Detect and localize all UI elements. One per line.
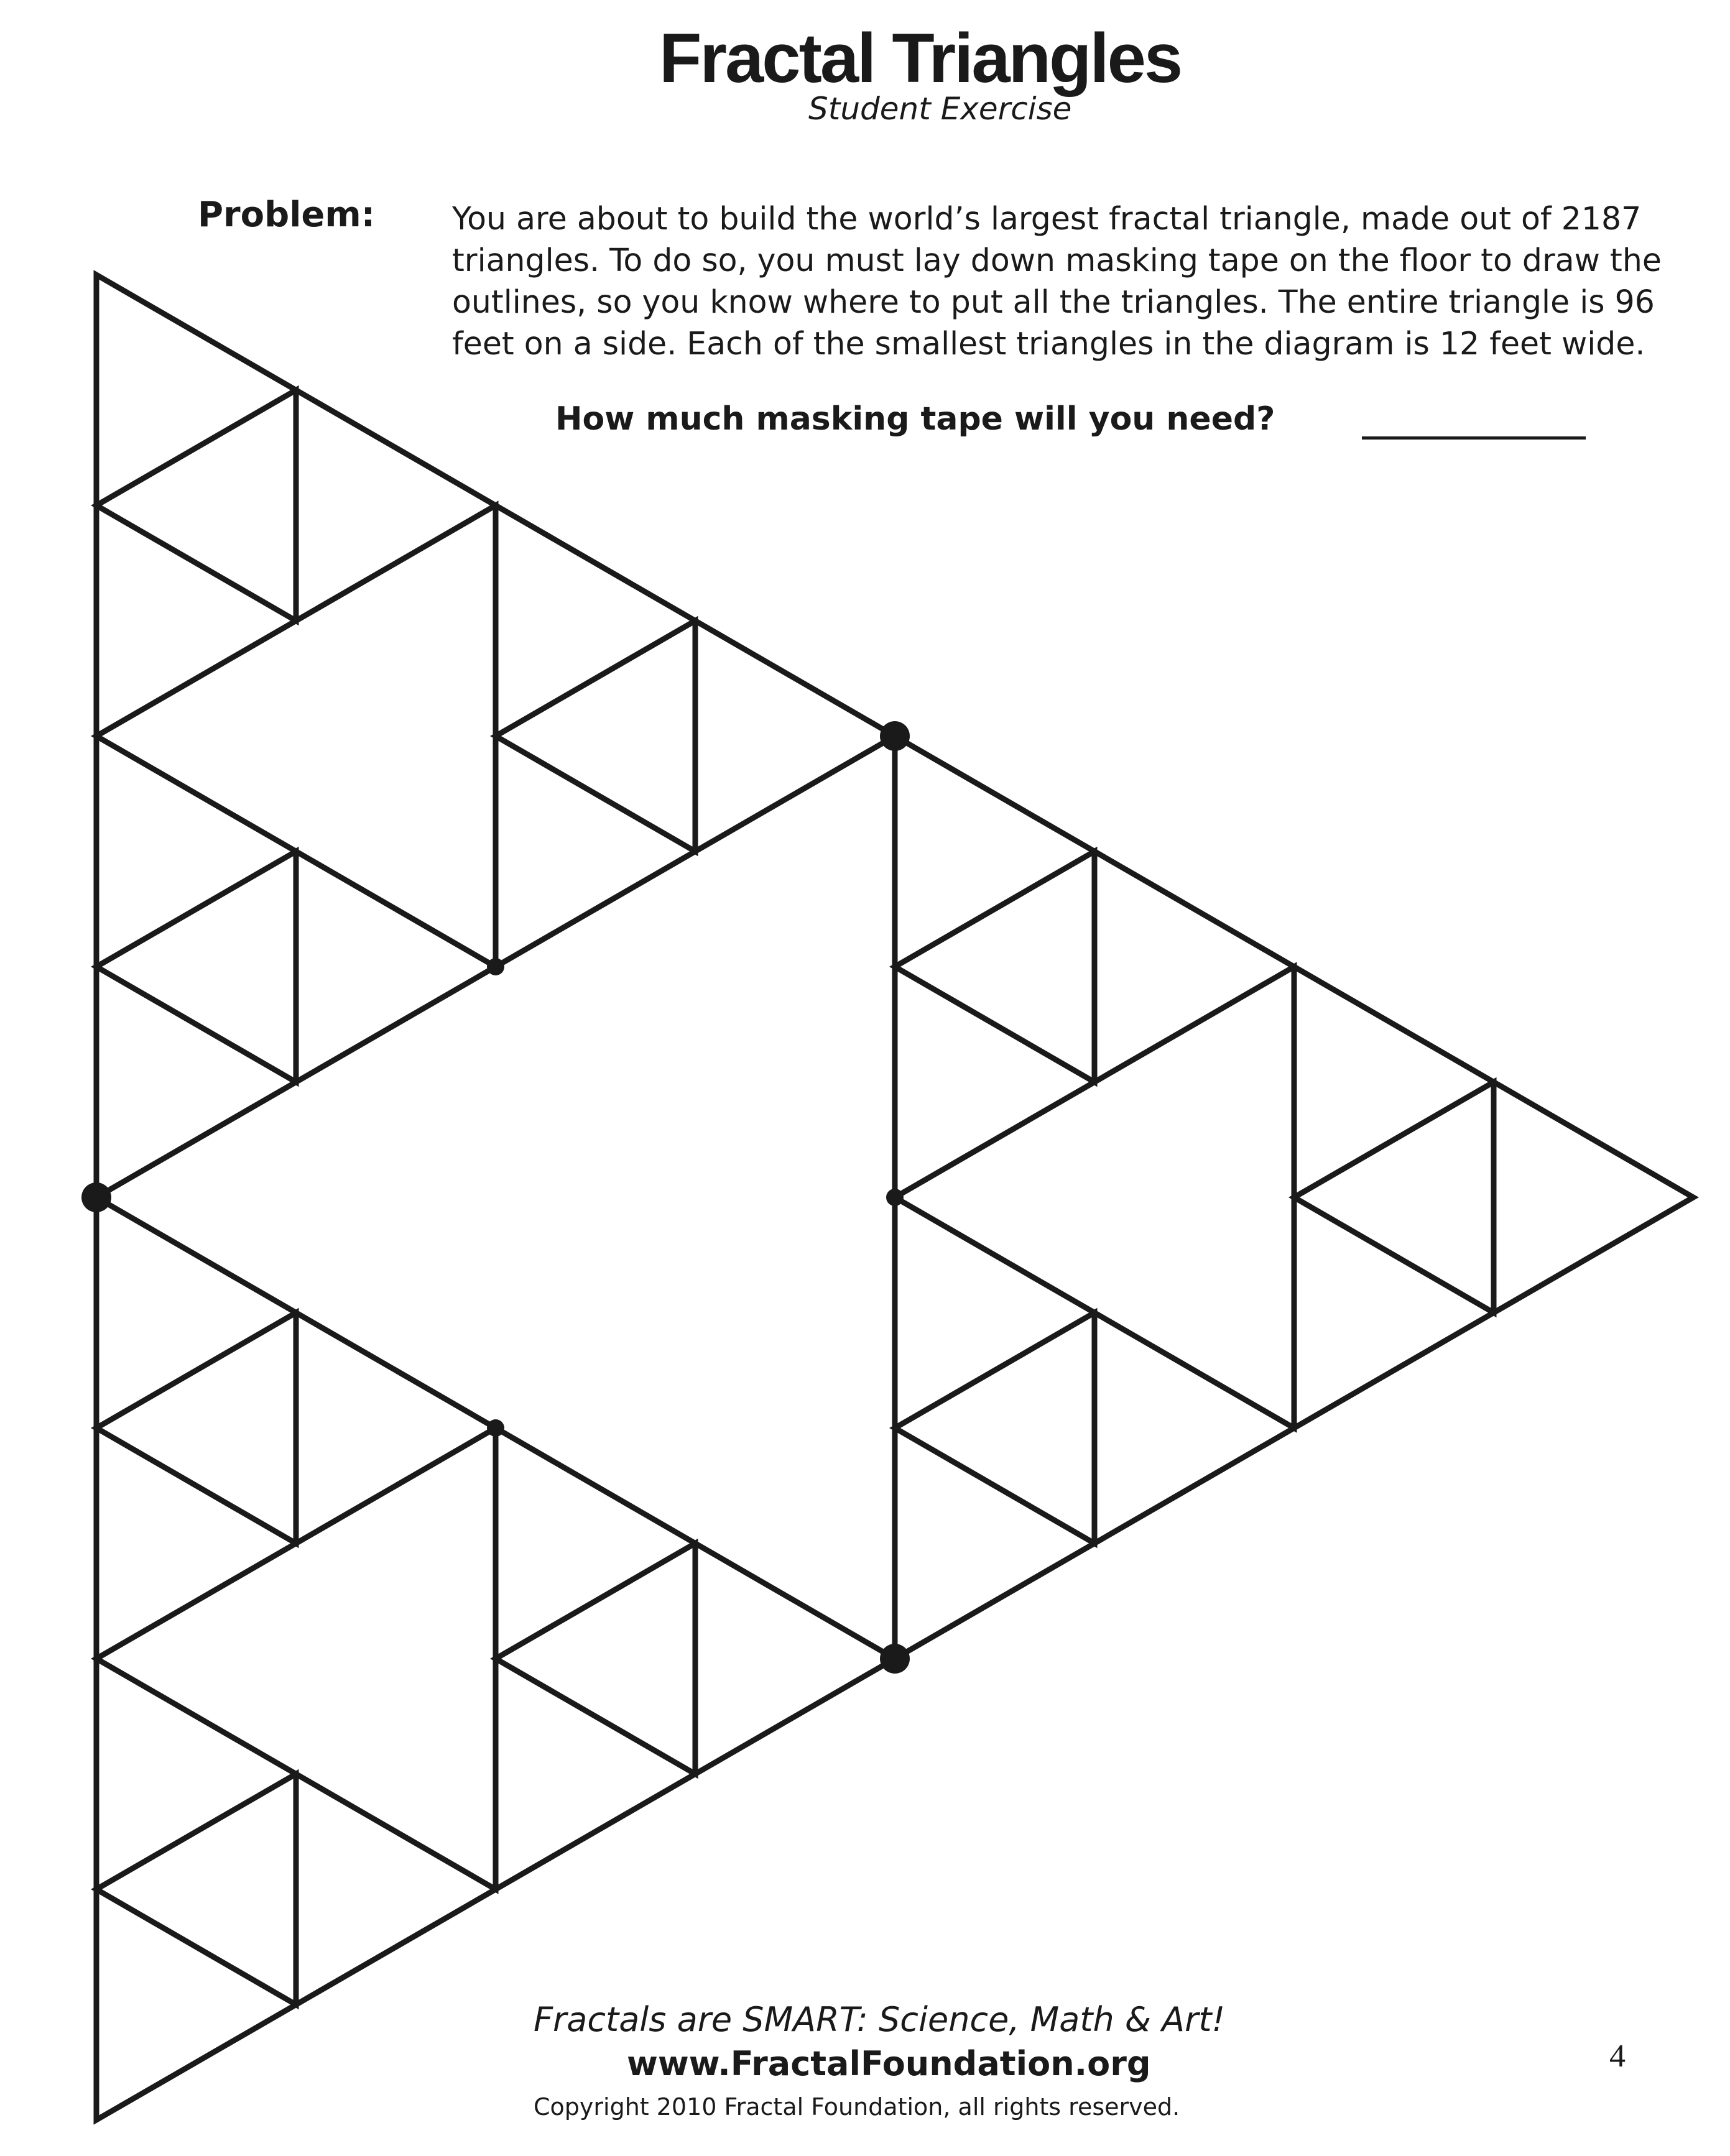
inner-triangle-level-3 (96, 390, 296, 621)
footer-tagline: Fractals are SMART: Science, Math & Art! (534, 2000, 1226, 2039)
page-subtitle: Student Exercise (808, 91, 1072, 127)
page-title: Fractal Triangles (659, 19, 1182, 97)
footer-copyright: Copyright 2010 Fractal Foundation, all rights reserved. (534, 2093, 1180, 2121)
inner-triangle-level-3 (96, 852, 296, 1082)
question-text: How much masking tape will you need? (555, 400, 1275, 438)
problem-text: You are about to build the world’s largest fractal triangle, made out of 2187 triangles. To do so, you must lay down masking tape on the floor to draw the outlines, so you know where to put all the triangles. The entire triangle is 96 feet on a side. Each of the smallest triangles in the diagram is 12 feet wide. (452, 200, 1662, 362)
inner-triangle-level-3 (895, 1313, 1094, 1544)
midpoint-dot-large (880, 721, 910, 751)
footer-url-link[interactable]: www.FractalFoundation.org (627, 2044, 1151, 2083)
page-number: 4 (1609, 2039, 1626, 2074)
inner-triangle-level-3 (895, 852, 1094, 1082)
midpoint-dot-large (81, 1182, 111, 1212)
inner-triangle-level-3 (496, 621, 695, 852)
midpoint-dot-small (487, 958, 504, 975)
midpoint-dot-large (880, 1644, 910, 1674)
inner-triangle-level-3 (96, 1774, 296, 2005)
inner-triangle-level-3 (496, 1544, 695, 1774)
problem-label: Problem: (198, 195, 376, 235)
inner-triangle-level-3 (96, 1313, 296, 1544)
midpoint-dot-small (487, 1419, 504, 1437)
midpoint-dot-small (886, 1189, 904, 1206)
inner-triangle-level-3 (1294, 1082, 1494, 1313)
